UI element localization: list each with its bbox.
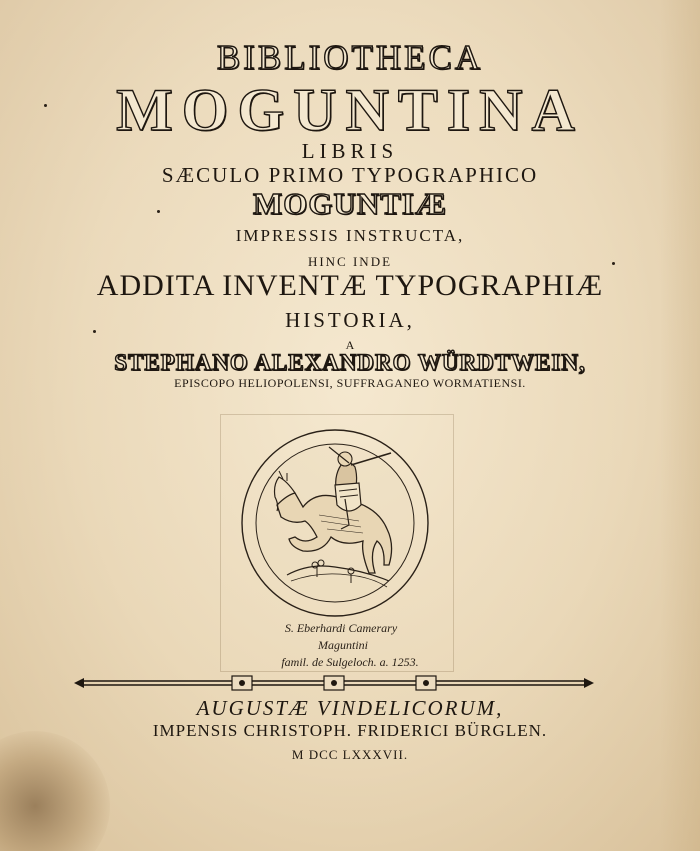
title-line-moguntina: MOGUNTINA xyxy=(116,77,584,143)
subtitle-saeculo: SÆCULO PRIMO TYPOGRAPHICO xyxy=(161,163,539,187)
imprint-year: M DCC LXXXVII. xyxy=(291,747,409,762)
caption-line-2: Maguntini xyxy=(318,638,368,652)
subtitle-a: A xyxy=(345,338,355,352)
caption-line-1: S. Eberhardi Camerary xyxy=(284,621,398,635)
subtitle-addita: ADDITA INVENTÆ TYPOGRAPHIÆ xyxy=(96,269,604,302)
author-title: EPISCOPO HELIOPOLENSI, SUFFRAGANEO WORMATIENSI. xyxy=(174,376,526,390)
imprint-place: AUGUSTÆ VINDELICORUM, xyxy=(196,696,504,720)
author-name: STEPHANO ALEXANDRO WÜRDTWEIN, xyxy=(114,350,586,375)
vignette-caption xyxy=(248,620,448,671)
caption-line-3: famil. de Sulgeloch. a. 1253. xyxy=(281,655,419,669)
equestrian-seal-icon xyxy=(239,425,431,621)
subtitle-impressis: IMPRESSIS INSTRUCTA, xyxy=(235,226,465,245)
subtitle-moguntiae: MOGUNTIÆ xyxy=(253,186,447,221)
subtitle-historia: HISTORIA, xyxy=(285,308,415,332)
subtitle-libris: LIBRIS xyxy=(301,139,399,163)
imprint-publisher: IMPENSIS CHRISTOPH. FRIDERICI BÜRGLEN. xyxy=(152,721,548,740)
title-line-bibliotheca: BIBLIOTHECA xyxy=(216,38,484,77)
subtitle-hinc-inde: HINC INDE xyxy=(307,254,393,269)
ornamental-rule xyxy=(74,674,594,692)
